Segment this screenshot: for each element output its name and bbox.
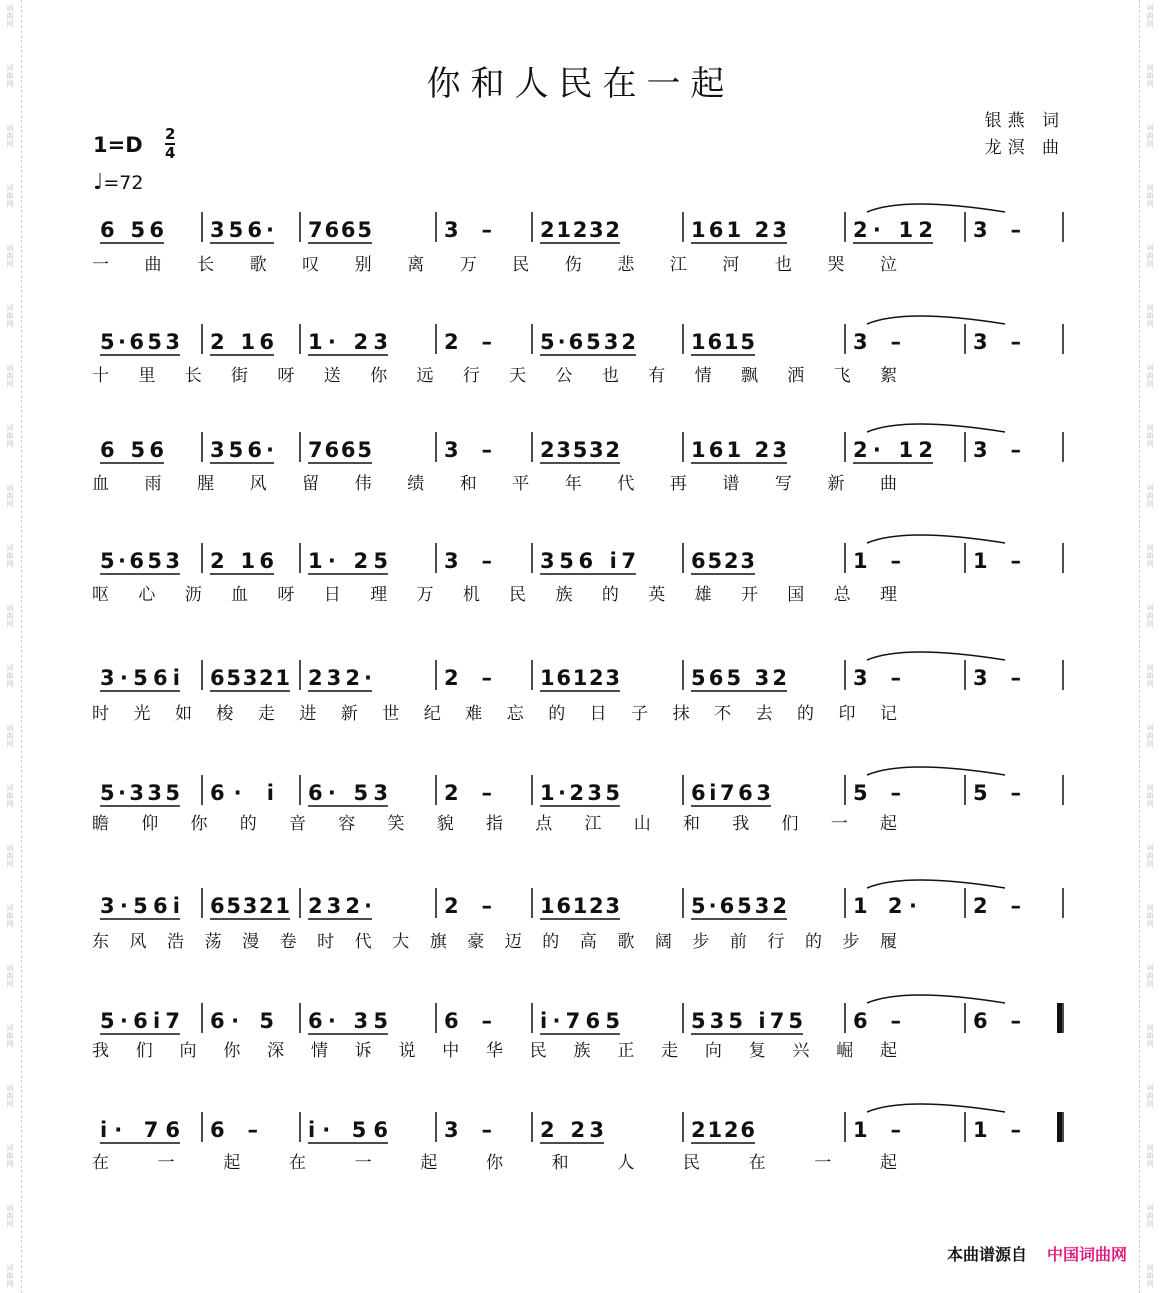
lyric-char: 和: [683, 814, 700, 834]
measure-notes: 2126: [691, 1118, 755, 1142]
watermark-text: 词 曲 网: [1146, 1024, 1154, 1048]
lyric-char: 一: [830, 814, 848, 834]
lyric-char: 我: [92, 1041, 109, 1061]
watermark-text: 词 曲 网: [6, 1204, 14, 1228]
lyric-char: 民: [509, 585, 527, 605]
song-title: 你和人民在一起: [426, 64, 735, 104]
lyric-char: 起: [880, 1153, 897, 1173]
lyric-char: 哭: [827, 255, 845, 275]
lyric-char: 飘: [740, 366, 758, 386]
repeat-end-bar: [1057, 1003, 1062, 1033]
lyric-char: 总: [833, 585, 851, 605]
watermark-text: 词 曲 网: [1146, 304, 1154, 328]
measure-notes: 161 23: [691, 218, 787, 242]
slur-mark: [867, 204, 1005, 212]
measure-notes: 3 –: [973, 218, 1021, 242]
lyric-char: 笑: [387, 814, 405, 834]
watermark-text: 词 曲 网: [1146, 364, 1154, 388]
lyric-char: 阔: [654, 932, 672, 952]
lyric-char: 一: [814, 1153, 832, 1173]
lyric-char: 荡: [204, 932, 222, 952]
measure-notes: 3·56i: [100, 666, 180, 690]
lyric-char: 瞻: [92, 814, 109, 834]
source-label: 本曲谱源自: [946, 1245, 1027, 1264]
lyric-char: 万: [459, 255, 477, 275]
lyric-char: 起: [420, 1153, 438, 1173]
lyric-char: 崛: [836, 1041, 854, 1061]
lyric-char: 印: [838, 704, 856, 724]
watermark-text: 词 曲 网: [1146, 1084, 1154, 1108]
lyric-char: 兴: [792, 1041, 810, 1061]
lyric-char: 和: [459, 474, 477, 494]
measure-notes: 2 –: [444, 894, 492, 918]
measure-notes: 5·653: [100, 330, 180, 354]
measure-notes: 5·653: [100, 549, 180, 573]
measure-notes: 3 –: [973, 666, 1021, 690]
lyric-char: 光: [133, 704, 151, 724]
lyric-char: 离: [407, 255, 425, 275]
lyric-char: 们: [781, 814, 799, 834]
lyric-char: 代: [354, 932, 372, 952]
watermark-text: 词 曲 网: [1146, 244, 1154, 268]
measure-notes: 6· i: [210, 781, 274, 805]
watermark-text: 词 曲 网: [1146, 1204, 1154, 1228]
lyric-char: 向: [179, 1041, 197, 1061]
measure-notes: 1 –: [853, 549, 901, 573]
lyric-char: 世: [382, 704, 400, 724]
lyric-char: 步: [692, 932, 710, 952]
lyric-char: 浩: [167, 932, 185, 952]
lyric-char: 的: [804, 932, 822, 952]
lyric-char: 新: [340, 704, 358, 724]
measure-notes: 1 –: [973, 1118, 1021, 1142]
lyric-char: 起: [880, 814, 897, 834]
lyric-char: 容: [338, 814, 356, 834]
measure-notes: 6· 5: [210, 1009, 274, 1033]
measure-notes: 6i763: [691, 781, 771, 805]
lyric-char: 天: [509, 366, 527, 386]
measure-notes: 6 56: [100, 218, 164, 242]
slur-mark: [867, 767, 1005, 775]
measure-notes: 3·56i: [100, 894, 180, 918]
lyric-char: 纪: [423, 704, 441, 724]
measure-notes: 1 2·: [853, 894, 917, 918]
lyric-char: 一: [157, 1153, 175, 1173]
time-signature-denominator: 4: [165, 144, 176, 162]
watermark-text: 词 曲 网: [1146, 484, 1154, 508]
lyric-char: 如: [174, 704, 192, 724]
slur-mark: [867, 880, 1005, 888]
measure-notes: 23532: [540, 438, 620, 462]
measure-notes: 2 16: [210, 330, 274, 354]
lyric-char: 江: [584, 814, 602, 834]
measure-notes: 1 –: [973, 549, 1021, 573]
lyric-char: 华: [486, 1041, 503, 1061]
lyric-char: 再: [669, 474, 687, 494]
measure-notes: 2 –: [444, 666, 492, 690]
watermark-text: 词 曲 网: [6, 424, 14, 448]
measure-notes: 16123: [540, 666, 620, 690]
lyric-char: 也: [774, 255, 792, 275]
lyric-char: 河: [722, 255, 740, 275]
lyric-char: 貌: [436, 814, 454, 834]
lyric-char: 仰: [141, 814, 159, 834]
lyric-char: 行: [767, 932, 785, 952]
measure-notes: 161 23: [691, 438, 787, 462]
watermark-text: 词 曲 网: [1146, 124, 1154, 148]
lyric-char: 行: [462, 366, 480, 386]
lyric-char: 曲: [144, 255, 162, 275]
measure-notes: 3 –: [853, 666, 901, 690]
measure-notes: 3 –: [853, 330, 901, 354]
final-bar: [1057, 1112, 1062, 1142]
watermark-text: 词 曲 网: [1146, 784, 1154, 808]
slur-mark: [867, 652, 1005, 660]
measure-notes: 6 –: [210, 1118, 258, 1142]
watermark-text: 词 曲 网: [1146, 424, 1154, 448]
measure-notes: 2 –: [444, 781, 492, 805]
lyric-char: 江: [669, 255, 687, 275]
watermark-text: 词 曲 网: [6, 724, 14, 748]
lyric-char: 时: [92, 704, 109, 724]
lyric-char: 里: [138, 366, 156, 386]
watermark-text: 词 曲 网: [1146, 964, 1154, 988]
lyric-char: 情: [694, 366, 712, 386]
watermark-text: 词 曲 网: [1146, 1144, 1154, 1168]
lyric-char: 记: [880, 704, 897, 724]
lyric-char: 大: [392, 932, 410, 952]
measure-notes: 6· 53: [308, 781, 388, 805]
lyric-char: 你: [190, 814, 208, 834]
lyric-char: 国: [787, 585, 805, 605]
lyric-char: 指: [486, 814, 503, 834]
lyric-char: 族: [573, 1041, 591, 1061]
measure-notes: 2· 12: [853, 218, 933, 242]
watermark-text: 词 曲 网: [1146, 664, 1154, 688]
watermark-text: 词 曲 网: [6, 484, 14, 508]
watermark-text: 词 曲 网: [1146, 904, 1154, 928]
lyric-char: 絮: [880, 366, 897, 386]
lyric-char: 的: [548, 704, 566, 724]
lyric-char: 你: [370, 366, 388, 386]
slur-mark: [867, 316, 1005, 324]
lyric-char: 呕: [92, 585, 109, 605]
lyric-char: 民: [512, 255, 530, 275]
lyric-char: 诉: [354, 1041, 372, 1061]
watermark-text: 词 曲 网: [6, 124, 14, 148]
measure-notes: 1615: [691, 330, 755, 354]
watermark-text: 词 曲 网: [1146, 184, 1154, 208]
watermark-text: 词 曲 网: [6, 844, 14, 868]
measure-notes: i·765: [540, 1009, 620, 1033]
lyric-char: 谱: [722, 474, 740, 494]
lyric-char: 不: [714, 704, 732, 724]
lyric-char: 时: [317, 932, 335, 952]
lyric-char: 风: [249, 474, 267, 494]
measure-notes: 5·335: [100, 781, 180, 805]
lyric-char: 腥: [197, 474, 215, 494]
lyric-char: 的: [239, 814, 257, 834]
watermark-text: 词 曲 网: [1146, 64, 1154, 88]
measure-notes: 356 i7: [540, 549, 636, 573]
lyric-char: 曲: [880, 474, 897, 494]
measure-notes: 5·6532: [691, 894, 787, 918]
measure-notes: 2 23: [540, 1118, 604, 1142]
watermark-text: 词 曲 网: [6, 784, 14, 808]
lyric-char: 在: [92, 1153, 109, 1173]
lyric-char: 民: [529, 1041, 547, 1061]
measure-notes: 6 –: [853, 1009, 901, 1033]
lyric-char: 洒: [787, 366, 805, 386]
measure-notes: 1 –: [853, 1118, 901, 1142]
lyric-char: 血: [92, 474, 109, 494]
lyric-char: 呀: [277, 585, 295, 605]
lyric-char: 在: [748, 1153, 766, 1173]
lyric-char: 步: [842, 932, 860, 952]
lyric-char: 起: [223, 1153, 241, 1173]
watermark-text: 词 曲 网: [6, 4, 14, 28]
watermark-text: 词 曲 网: [6, 1084, 14, 1108]
lyric-char: 迈: [504, 932, 522, 952]
lyric-char: 年: [564, 474, 582, 494]
lyric-char: 机: [462, 585, 480, 605]
measure-notes: 356·: [210, 218, 274, 242]
lyric-char: 子: [631, 704, 649, 724]
measure-notes: 5·6i7: [100, 1009, 180, 1033]
lyric-char: 点: [535, 814, 553, 834]
lyric-char: 风: [129, 932, 147, 952]
lyric-char: 伤: [564, 255, 582, 275]
lyric-char: 叹: [302, 255, 320, 275]
measure-notes: 232·: [308, 666, 372, 690]
lyric-char: 长: [184, 366, 202, 386]
measure-notes: 565 32: [691, 666, 787, 690]
lyric-char: 漫: [242, 932, 260, 952]
lyric-char: 们: [135, 1041, 153, 1061]
measure-notes: 21232: [540, 218, 620, 242]
lyric-char: 雄: [694, 585, 712, 605]
lyric-char: 理: [370, 585, 388, 605]
lyric-char: 情: [310, 1041, 328, 1061]
measure-notes: 65321: [210, 666, 290, 690]
lyric-char: 你: [486, 1153, 503, 1173]
slur-mark: [867, 535, 1005, 543]
lyricist-credit: 银燕 词: [984, 111, 1065, 131]
lyric-char: 中: [442, 1041, 460, 1061]
measure-notes: 5 –: [853, 781, 901, 805]
lyric-char: 深: [267, 1041, 285, 1061]
measure-notes: 6523: [691, 549, 755, 573]
lyric-char: 伟: [354, 474, 372, 494]
measure-notes: 3 –: [973, 438, 1021, 462]
watermark-text: 词 曲 网: [1146, 604, 1154, 628]
lyric-char: 我: [732, 814, 750, 834]
measure-notes: 2 –: [444, 330, 492, 354]
lyric-char: 走: [257, 704, 275, 724]
measure-notes: 1·235: [540, 781, 620, 805]
measure-notes: 3 –: [444, 218, 492, 242]
lyric-char: 你: [223, 1041, 241, 1061]
watermark-text: 词 曲 网: [1146, 844, 1154, 868]
lyric-char: 去: [755, 704, 773, 724]
lyric-char: 梭: [216, 704, 234, 724]
watermark-text: 词 曲 网: [1146, 544, 1154, 568]
lyric-char: 开: [740, 585, 758, 605]
measure-notes: 2 –: [973, 894, 1021, 918]
lyric-char: 的: [542, 932, 560, 952]
lyric-char: 山: [633, 814, 651, 834]
lyric-char: 向: [704, 1041, 722, 1061]
lyric-char: 理: [880, 585, 897, 605]
lyric-char: 的: [797, 704, 815, 724]
measure-notes: 65321: [210, 894, 290, 918]
slur-mark: [867, 995, 1005, 1003]
lyric-char: 写: [774, 474, 792, 494]
slur-mark: [867, 1104, 1005, 1112]
watermark-text: 词 曲 网: [6, 184, 14, 208]
watermark-text: 词 曲 网: [6, 1144, 14, 1168]
lyric-char: 街: [231, 366, 249, 386]
lyric-char: 人: [617, 1153, 635, 1173]
lyric-char: 忘: [506, 704, 524, 724]
lyric-char: 东: [92, 932, 109, 952]
measure-notes: 3 –: [444, 549, 492, 573]
lyric-char: 悲: [617, 255, 635, 275]
lyric-char: 履: [880, 932, 897, 952]
measure-notes: i· 76: [100, 1118, 180, 1142]
measure-notes: 6 –: [444, 1009, 492, 1033]
lyric-char: 说: [398, 1041, 416, 1061]
lyric-char: 长: [197, 255, 215, 275]
lyric-char: 一: [354, 1153, 372, 1173]
lyric-char: 也: [601, 366, 619, 386]
lyric-char: 留: [302, 474, 320, 494]
lyric-char: 旗: [429, 932, 447, 952]
tempo-value: =72: [103, 172, 144, 194]
lyric-char: 呀: [277, 366, 295, 386]
measure-notes: 5·6532: [540, 330, 636, 354]
lyric-char: 正: [617, 1041, 635, 1061]
watermark-text: 词 曲 网: [1146, 724, 1154, 748]
lyric-char: 歌: [249, 255, 267, 275]
lyric-char: 进: [299, 704, 317, 724]
measure-notes: 2 16: [210, 549, 274, 573]
lyric-char: 卷: [279, 932, 297, 952]
lyric-char: 抹: [672, 704, 690, 724]
lyric-char: 别: [354, 255, 372, 275]
measure-notes: 16123: [540, 894, 620, 918]
watermark-text: 词 曲 网: [6, 964, 14, 988]
watermark-text: 词 曲 网: [6, 664, 14, 688]
time-signature-numerator: 2: [165, 125, 176, 143]
lyric-char: 前: [729, 932, 747, 952]
key-signature: 1=D: [93, 133, 143, 157]
watermark-text: 词 曲 网: [6, 904, 14, 928]
lyric-char: 民: [683, 1153, 700, 1173]
lyric-char: 歌: [617, 932, 635, 952]
lyric-char: 英: [648, 585, 666, 605]
measure-notes: 6 –: [973, 1009, 1021, 1033]
lyric-char: 万: [416, 585, 434, 605]
measure-notes: 232·: [308, 894, 372, 918]
lyric-char: 新: [827, 474, 845, 494]
lyric-char: 一: [92, 255, 109, 275]
quarter-note-icon: ♩: [93, 170, 104, 195]
source-footer: [947, 1242, 1127, 1265]
watermark-text: 词 曲 网: [6, 64, 14, 88]
watermark-text: 词 曲 网: [6, 1024, 14, 1048]
lyric-char: 血: [231, 585, 249, 605]
watermark-text: 词 曲 网: [6, 544, 14, 568]
watermark-text: 词 曲 网: [6, 304, 14, 328]
measure-notes: 2· 12: [853, 438, 933, 462]
measure-notes: 6· 35: [308, 1009, 388, 1033]
lyric-char: 高: [579, 932, 597, 952]
lyric-char: 沥: [184, 585, 202, 605]
lyric-char: 雨: [144, 474, 162, 494]
lyric-char: 心: [138, 585, 156, 605]
lyric-char: 走: [661, 1041, 679, 1061]
lyric-char: 族: [555, 585, 573, 605]
lyric-char: 在: [289, 1153, 306, 1173]
lyric-char: 复: [748, 1041, 766, 1061]
measure-notes: 1· 25: [308, 549, 388, 573]
watermark-text: 词 曲 网: [1146, 4, 1154, 28]
lyric-char: 难: [465, 704, 483, 724]
measure-notes: 5 –: [973, 781, 1021, 805]
watermark-text: 词 曲 网: [1146, 1264, 1154, 1288]
slur-mark: [867, 424, 1005, 432]
lyric-char: 有: [648, 366, 666, 386]
lyric-char: 代: [617, 474, 635, 494]
lyric-char: 泣: [880, 255, 897, 275]
lyric-char: 飞: [833, 366, 851, 386]
measure-notes: 7665: [308, 218, 372, 242]
lyric-char: 和: [551, 1153, 569, 1173]
lyric-char: 起: [880, 1041, 897, 1061]
measure-notes: 3 –: [444, 438, 492, 462]
lyric-char: 豪: [467, 932, 485, 952]
watermark-text: 词 曲 网: [6, 244, 14, 268]
lyric-char: 远: [416, 366, 434, 386]
composer-credit: 龙溟 曲: [984, 138, 1065, 158]
lyric-char: 绩: [407, 474, 425, 494]
lyric-char: 公: [555, 366, 573, 386]
lyric-char: 十: [92, 366, 109, 386]
lyric-char: 音: [289, 814, 306, 834]
lyric-char: 的: [601, 585, 619, 605]
measure-notes: 6 56: [100, 438, 164, 462]
measure-notes: 7665: [308, 438, 372, 462]
source-brand-link[interactable]: 中国词曲网: [1046, 1245, 1127, 1264]
watermark-text: 词 曲 网: [6, 1264, 14, 1288]
lyric-char: 平: [512, 474, 530, 494]
measure-notes: 356·: [210, 438, 274, 462]
lyric-char: 日: [323, 585, 341, 605]
measure-notes: i· 56: [308, 1118, 388, 1142]
lyric-char: 送: [323, 366, 341, 386]
measure-notes: 3 –: [973, 330, 1021, 354]
measure-notes: 1· 23: [308, 330, 388, 354]
watermark-text: 词 曲 网: [6, 364, 14, 388]
measure-notes: 3 –: [444, 1118, 492, 1142]
measure-notes: 535 i75: [691, 1009, 803, 1033]
watermark-text: 词 曲 网: [6, 604, 14, 628]
lyric-char: 日: [589, 704, 607, 724]
